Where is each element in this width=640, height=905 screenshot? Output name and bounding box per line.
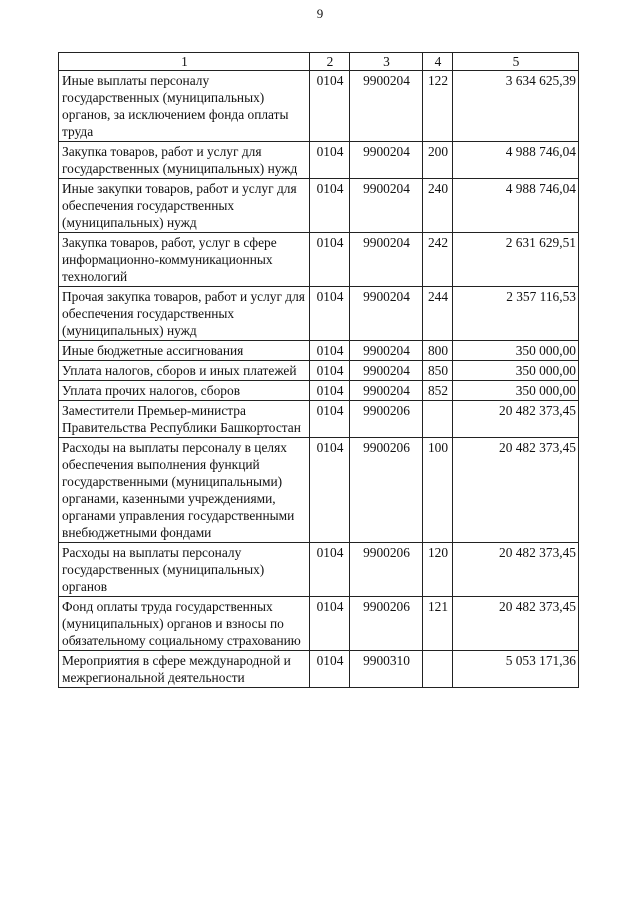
row-article: 9900206: [350, 438, 423, 543]
header-col-3: 3: [350, 53, 423, 71]
row-section: 0104: [310, 651, 350, 688]
table-row: [59, 438, 579, 543]
table-row: [59, 233, 579, 287]
row-name: Мероприятия в сфере международной и межрегиональной деятельности: [59, 651, 310, 688]
row-section: 0104: [310, 381, 350, 401]
row-name: Уплата налогов, сборов и иных платежей: [59, 361, 310, 381]
header-row: [59, 53, 579, 71]
row-name: Иные выплаты персоналу государственных (муниципальных) органов, за исключением фонда оплаты труда: [59, 71, 310, 142]
row-expense-type: 121: [423, 597, 453, 651]
row-name: Иные закупки товаров, работ и услуг для обеспечения государственных (муниципальных) нужд: [59, 179, 310, 233]
row-expense-type: 120: [423, 543, 453, 597]
row-article: 9900204: [350, 361, 423, 381]
row-article: 9900204: [350, 71, 423, 142]
table-body: [59, 71, 579, 688]
row-article: 9900204: [350, 381, 423, 401]
row-article: 9900204: [350, 233, 423, 287]
row-name: Закупка товаров, работ, услуг в сфере информационно-коммуникационных технологий: [59, 233, 310, 287]
row-article: 9900206: [350, 543, 423, 597]
row-name: Прочая закупка товаров, работ и услуг для обеспечения государственных (муниципальных) нужд: [59, 287, 310, 341]
row-expense-type: 240: [423, 179, 453, 233]
row-section: 0104: [310, 142, 350, 179]
row-name: Заместители Премьер-министра Правительства Республики Башкортостан: [59, 401, 310, 438]
row-section: 0104: [310, 543, 350, 597]
row-section: 0104: [310, 179, 350, 233]
row-name: Закупка товаров, работ и услуг для государственных (муниципальных) нужд: [59, 142, 310, 179]
row-name: Фонд оплаты труда государственных (муниципальных) органов и взносы по обязательному социальному страхованию: [59, 597, 310, 651]
row-name: Уплата прочих налогов, сборов: [59, 381, 310, 401]
row-expense-type: 244: [423, 287, 453, 341]
row-section: 0104: [310, 287, 350, 341]
row-amount: 2 357 116,53: [453, 287, 579, 341]
row-section: 0104: [310, 597, 350, 651]
row-article: 9900206: [350, 597, 423, 651]
table-row: [59, 597, 579, 651]
row-expense-type: 800: [423, 341, 453, 361]
header-col-5: 5: [453, 53, 579, 71]
row-expense-type: 122: [423, 71, 453, 142]
row-name: Расходы на выплаты персоналу в целях обеспечения выполнения функций государственными (муниципальными) органами, казенными учреждениями, органами управления государственными внебюджетными фондами: [59, 438, 310, 543]
row-section: 0104: [310, 361, 350, 381]
row-amount: 350 000,00: [453, 381, 579, 401]
table-header: [59, 53, 579, 71]
row-article: 9900206: [350, 401, 423, 438]
row-section: 0104: [310, 401, 350, 438]
row-expense-type: 852: [423, 381, 453, 401]
row-article: 9900204: [350, 142, 423, 179]
header-col-1: 1: [59, 53, 310, 71]
row-expense-type: 850: [423, 361, 453, 381]
table-row: [59, 71, 579, 142]
row-amount: 350 000,00: [453, 341, 579, 361]
row-expense-type: [423, 651, 453, 688]
table-row: [59, 543, 579, 597]
row-section: 0104: [310, 233, 350, 287]
row-name: Расходы на выплаты персоналу государственных (муниципальных) органов: [59, 543, 310, 597]
row-amount: 20 482 373,45: [453, 543, 579, 597]
row-section: 0104: [310, 71, 350, 142]
row-amount: 20 482 373,45: [453, 597, 579, 651]
table-row: [59, 401, 579, 438]
table-row: [59, 361, 579, 381]
row-expense-type: [423, 401, 453, 438]
row-amount: 3 634 625,39: [453, 71, 579, 142]
row-section: 0104: [310, 341, 350, 361]
table-row: [59, 381, 579, 401]
budget-table: [58, 52, 579, 688]
row-amount: 2 631 629,51: [453, 233, 579, 287]
row-amount: 4 988 746,04: [453, 142, 579, 179]
table-row: [59, 142, 579, 179]
row-amount: 350 000,00: [453, 361, 579, 381]
row-amount: 20 482 373,45: [453, 438, 579, 543]
row-name: Иные бюджетные ассигнования: [59, 341, 310, 361]
row-amount: 20 482 373,45: [453, 401, 579, 438]
table-row: [59, 179, 579, 233]
table-row: [59, 287, 579, 341]
row-expense-type: 200: [423, 142, 453, 179]
page-number: 9: [316, 6, 324, 21]
row-amount: 5 053 171,36: [453, 651, 579, 688]
row-section: 0104: [310, 438, 350, 543]
row-article: 9900204: [350, 287, 423, 341]
table-row: [59, 341, 579, 361]
header-col-4: 4: [423, 53, 453, 71]
header-col-2: 2: [310, 53, 350, 71]
row-article: 9900310: [350, 651, 423, 688]
row-amount: 4 988 746,04: [453, 179, 579, 233]
row-expense-type: 242: [423, 233, 453, 287]
row-expense-type: 100: [423, 438, 453, 543]
row-article: 9900204: [350, 179, 423, 233]
table-row: [59, 651, 579, 688]
row-article: 9900204: [350, 341, 423, 361]
